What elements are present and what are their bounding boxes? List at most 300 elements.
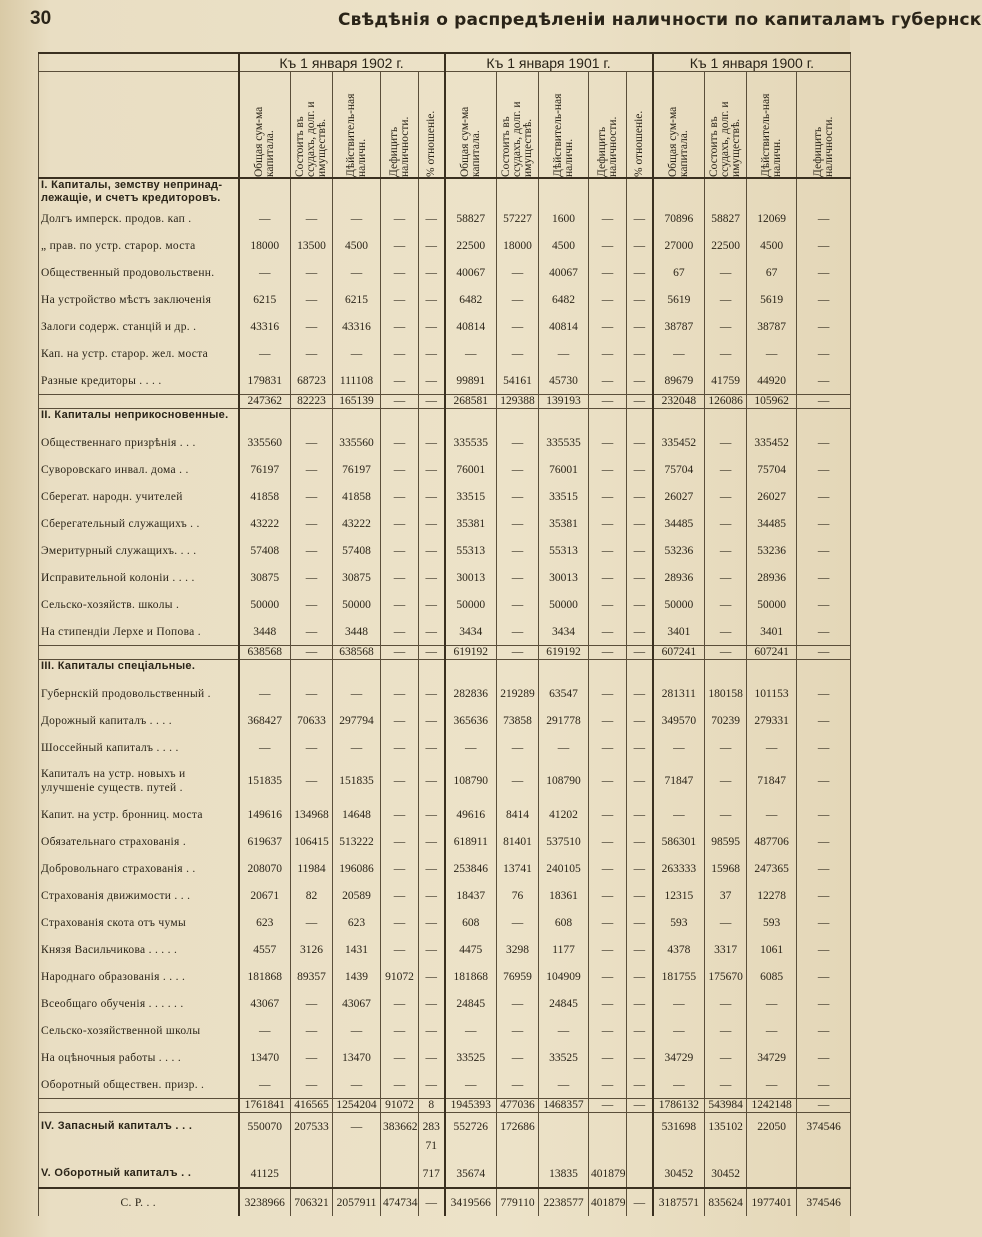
value-cell: — bbox=[589, 395, 627, 409]
label-subheader bbox=[39, 72, 239, 179]
value-cell: — bbox=[589, 286, 627, 313]
value-cell: — bbox=[497, 1017, 539, 1044]
value-cell: 172686 bbox=[497, 1113, 539, 1141]
value-cell: — bbox=[797, 734, 851, 761]
value-cell: — bbox=[589, 963, 627, 990]
value-cell: 175670 bbox=[705, 963, 747, 990]
value-cell: 76001 bbox=[539, 456, 589, 483]
value-cell: 139193 bbox=[539, 395, 589, 409]
value-cell: 30875 bbox=[239, 564, 291, 591]
value-cell: — bbox=[239, 259, 291, 286]
value-cell: — bbox=[797, 429, 851, 456]
section-title: II. Капиталы неприкосновенные. bbox=[39, 409, 239, 430]
value-cell: 13741 bbox=[497, 855, 539, 882]
empty-cell bbox=[497, 409, 539, 430]
value-cell: 68723 bbox=[291, 367, 333, 395]
value-cell: — bbox=[797, 801, 851, 828]
value-cell: — bbox=[497, 990, 539, 1017]
value-cell: 50000 bbox=[653, 591, 705, 618]
value-cell: 40067 bbox=[539, 259, 589, 286]
value-cell: — bbox=[419, 591, 445, 618]
row-label: Эмеритурный служащихъ. . . . bbox=[39, 537, 239, 564]
row-label: Общественнаго призрѣнія . . . bbox=[39, 429, 239, 456]
value-cell: — bbox=[589, 510, 627, 537]
value-cell: 26027 bbox=[653, 483, 705, 510]
value-cell: — bbox=[419, 680, 445, 707]
value-cell: — bbox=[589, 1017, 627, 1044]
value-cell: 374546 bbox=[797, 1188, 851, 1216]
value-cell: 619192 bbox=[539, 646, 589, 660]
value-cell: 22500 bbox=[445, 232, 497, 259]
value-cell: 3401 bbox=[653, 618, 705, 646]
section-header-row bbox=[39, 409, 851, 430]
value-cell bbox=[497, 1160, 539, 1188]
value-cell: 240105 bbox=[539, 855, 589, 882]
value-cell: — bbox=[747, 801, 797, 828]
value-cell: 1761841 bbox=[239, 1099, 291, 1113]
value-cell: — bbox=[381, 618, 419, 646]
value-cell: — bbox=[627, 963, 653, 990]
value-cell: — bbox=[589, 205, 627, 232]
value-cell: — bbox=[627, 395, 653, 409]
value-cell: 73858 bbox=[497, 707, 539, 734]
table-row bbox=[39, 680, 851, 707]
value-cell: — bbox=[627, 882, 653, 909]
table-row bbox=[39, 618, 851, 646]
col-header-text: Дефицитъ наличности. bbox=[387, 116, 411, 177]
row-label: Кап. на устр. старор. жел. моста bbox=[39, 340, 239, 367]
value-cell: — bbox=[627, 591, 653, 618]
reserve-mid-row bbox=[39, 1140, 851, 1160]
empty-cell bbox=[445, 409, 497, 430]
table-row bbox=[39, 1071, 851, 1099]
value-cell: 593 bbox=[653, 909, 705, 936]
value-cell: — bbox=[705, 990, 747, 1017]
empty-cell bbox=[333, 178, 381, 205]
value-cell: — bbox=[445, 1071, 497, 1099]
value-cell: 40814 bbox=[539, 313, 589, 340]
value-cell: 15968 bbox=[705, 855, 747, 882]
value-cell: 106415 bbox=[291, 828, 333, 855]
value-cell: — bbox=[589, 340, 627, 367]
empty-cell bbox=[381, 409, 419, 430]
value-cell: 34729 bbox=[747, 1044, 797, 1071]
value-cell: — bbox=[627, 483, 653, 510]
value-cell: 99891 bbox=[445, 367, 497, 395]
value-cell: 18361 bbox=[539, 882, 589, 909]
value-cell: — bbox=[705, 564, 747, 591]
empty-cell bbox=[291, 1140, 333, 1160]
value-cell: 101153 bbox=[747, 680, 797, 707]
value-cell: — bbox=[705, 456, 747, 483]
empty-cell bbox=[239, 1140, 291, 1160]
value-cell: 1945393 bbox=[445, 1099, 497, 1113]
value-cell: 111108 bbox=[333, 367, 381, 395]
value-cell: — bbox=[381, 510, 419, 537]
col-header-1902-2 bbox=[333, 72, 381, 179]
value-cell: 76959 bbox=[497, 963, 539, 990]
value-cell: 50000 bbox=[239, 591, 291, 618]
empty-cell bbox=[381, 660, 419, 681]
col-header-text: Состоитъ въ ссудахъ, долг. и имуществѣ. bbox=[500, 101, 535, 177]
value-cell: — bbox=[705, 591, 747, 618]
row-label: Долгъ имперск. продов. кап . bbox=[39, 205, 239, 232]
value-cell: 13835 bbox=[539, 1160, 589, 1188]
table-row bbox=[39, 564, 851, 591]
section-header-row bbox=[39, 660, 851, 681]
value-cell: — bbox=[627, 761, 653, 801]
value-cell: 593 bbox=[747, 909, 797, 936]
value-cell: 537510 bbox=[539, 828, 589, 855]
value-cell: — bbox=[381, 259, 419, 286]
value-cell: 91072 bbox=[381, 1099, 419, 1113]
value-cell: 71847 bbox=[747, 761, 797, 801]
table-row bbox=[39, 707, 851, 734]
value-cell: — bbox=[333, 1017, 381, 1044]
empty-cell bbox=[445, 178, 497, 205]
value-cell: — bbox=[705, 286, 747, 313]
value-cell: — bbox=[797, 205, 851, 232]
value-cell: 282836 bbox=[445, 680, 497, 707]
value-cell: 41125 bbox=[239, 1160, 291, 1188]
value-cell: 179831 bbox=[239, 367, 291, 395]
row-label: На стипендіи Лерхе и Попова . bbox=[39, 618, 239, 646]
value-cell: — bbox=[381, 734, 419, 761]
value-cell: — bbox=[747, 734, 797, 761]
value-cell: — bbox=[291, 313, 333, 340]
value-cell: 35381 bbox=[445, 510, 497, 537]
value-cell: 6482 bbox=[539, 286, 589, 313]
value-cell: 247365 bbox=[747, 855, 797, 882]
value-cell: 1786132 bbox=[653, 1099, 705, 1113]
value-cell: — bbox=[589, 429, 627, 456]
value-cell: 41202 bbox=[539, 801, 589, 828]
value-cell: 3238966 bbox=[239, 1188, 291, 1216]
value-cell: 4557 bbox=[239, 936, 291, 963]
value-cell: — bbox=[589, 828, 627, 855]
value-cell: — bbox=[291, 734, 333, 761]
value-cell: 20589 bbox=[333, 882, 381, 909]
empty-cell bbox=[627, 178, 653, 205]
value-cell: 57408 bbox=[333, 537, 381, 564]
value-cell: — bbox=[419, 286, 445, 313]
empty-cell bbox=[239, 660, 291, 681]
value-cell: — bbox=[705, 646, 747, 660]
table-row bbox=[39, 801, 851, 828]
value-cell: 2238577 bbox=[539, 1188, 589, 1216]
col-header-1902-1 bbox=[291, 72, 333, 179]
table-row bbox=[39, 1017, 851, 1044]
value-cell: 1431 bbox=[333, 936, 381, 963]
value-cell: 30452 bbox=[653, 1160, 705, 1188]
value-cell: — bbox=[497, 909, 539, 936]
value-cell: 108790 bbox=[539, 761, 589, 801]
value-cell: — bbox=[419, 707, 445, 734]
table-row bbox=[39, 591, 851, 618]
col-header-1900-0 bbox=[653, 72, 705, 179]
value-cell: — bbox=[445, 1017, 497, 1044]
table-row bbox=[39, 990, 851, 1017]
value-cell: 26027 bbox=[747, 483, 797, 510]
empty-cell bbox=[627, 409, 653, 430]
table-row bbox=[39, 367, 851, 395]
col-header-1900-3 bbox=[797, 72, 851, 179]
value-cell: — bbox=[589, 313, 627, 340]
value-cell: — bbox=[589, 855, 627, 882]
value-cell: — bbox=[627, 707, 653, 734]
value-cell: — bbox=[797, 456, 851, 483]
value-cell: — bbox=[797, 680, 851, 707]
value-cell: — bbox=[419, 646, 445, 660]
value-cell: 552726 bbox=[445, 1113, 497, 1141]
empty-cell bbox=[589, 409, 627, 430]
value-cell: — bbox=[291, 909, 333, 936]
value-cell: 335535 bbox=[445, 429, 497, 456]
col-header-1901-1 bbox=[497, 72, 539, 179]
value-cell: — bbox=[589, 882, 627, 909]
value-cell: 53236 bbox=[653, 537, 705, 564]
value-cell: 43316 bbox=[333, 313, 381, 340]
value-cell: — bbox=[419, 313, 445, 340]
value-cell: — bbox=[705, 801, 747, 828]
value-cell: 4500 bbox=[539, 232, 589, 259]
col-header-text: Дѣйствитель-ная наличн. bbox=[551, 93, 575, 177]
value-cell: — bbox=[539, 1017, 589, 1044]
value-cell: — bbox=[627, 510, 653, 537]
value-cell: — bbox=[419, 1017, 445, 1044]
value-cell: — bbox=[419, 990, 445, 1017]
value-cell: — bbox=[589, 483, 627, 510]
row-label: На оцѣночныя работы . . . . bbox=[39, 1044, 239, 1071]
value-cell: — bbox=[381, 1071, 419, 1099]
value-cell: — bbox=[419, 340, 445, 367]
section-subtotal-row bbox=[39, 1099, 851, 1113]
col-header-1901-4 bbox=[627, 72, 653, 179]
value-cell: — bbox=[627, 456, 653, 483]
table-row bbox=[39, 313, 851, 340]
value-cell: 3126 bbox=[291, 936, 333, 963]
value-cell: — bbox=[419, 801, 445, 828]
empty-cell bbox=[747, 660, 797, 681]
value-cell: — bbox=[333, 205, 381, 232]
value-cell: 38787 bbox=[653, 313, 705, 340]
value-cell: 12278 bbox=[747, 882, 797, 909]
value-cell: 70896 bbox=[653, 205, 705, 232]
value-cell: 368427 bbox=[239, 707, 291, 734]
value-cell: — bbox=[291, 1071, 333, 1099]
value-cell: 608 bbox=[445, 909, 497, 936]
value-cell: — bbox=[291, 1044, 333, 1071]
value-cell: 607241 bbox=[653, 646, 705, 660]
value-cell: 24845 bbox=[539, 990, 589, 1017]
value-cell: 63547 bbox=[539, 680, 589, 707]
col-header-text: % отношеніе. bbox=[632, 110, 645, 177]
value-cell: 44920 bbox=[747, 367, 797, 395]
value-cell: 134968 bbox=[291, 801, 333, 828]
empty-cell bbox=[239, 178, 291, 205]
value-cell bbox=[747, 1160, 797, 1188]
empty-cell bbox=[497, 178, 539, 205]
value-cell bbox=[627, 1160, 653, 1188]
value-cell: — bbox=[797, 707, 851, 734]
row-label: Исправительной колоніи . . . . bbox=[39, 564, 239, 591]
value-cell: — bbox=[497, 313, 539, 340]
value-cell: 75704 bbox=[747, 456, 797, 483]
value-cell: — bbox=[797, 510, 851, 537]
row-label: Капиталъ на устр. новыхъ и улучшеніе существ. путей . bbox=[39, 761, 239, 801]
empty-cell bbox=[797, 409, 851, 430]
value-cell: 3401 bbox=[747, 618, 797, 646]
row-label: Сельско-хозяйств. школы . bbox=[39, 591, 239, 618]
value-cell: 43067 bbox=[239, 990, 291, 1017]
capital-table-wrapper bbox=[38, 52, 850, 1209]
value-cell: — bbox=[627, 537, 653, 564]
value-cell: — bbox=[239, 1017, 291, 1044]
value-cell: 49616 bbox=[445, 801, 497, 828]
value-cell: — bbox=[797, 1099, 851, 1113]
value-cell: 6215 bbox=[333, 286, 381, 313]
value-cell: — bbox=[381, 340, 419, 367]
value-cell: 33525 bbox=[445, 1044, 497, 1071]
value-cell: 76197 bbox=[333, 456, 381, 483]
value-cell: 2057911 bbox=[333, 1188, 381, 1216]
empty-cell bbox=[291, 660, 333, 681]
row-label: Оборотный обществен. призр. . bbox=[39, 1071, 239, 1099]
value-cell: 335560 bbox=[239, 429, 291, 456]
value-cell: — bbox=[589, 259, 627, 286]
value-cell: — bbox=[705, 429, 747, 456]
value-cell: — bbox=[381, 286, 419, 313]
empty-cell bbox=[589, 1140, 627, 1160]
value-cell: 37 bbox=[705, 882, 747, 909]
row-label: Залоги содерж. станцій и др. . bbox=[39, 313, 239, 340]
value-cell: 18437 bbox=[445, 882, 497, 909]
value-cell: 50000 bbox=[747, 591, 797, 618]
value-cell: — bbox=[589, 646, 627, 660]
value-cell: — bbox=[705, 1017, 747, 1044]
col-header-text: Дефицитъ наличности. bbox=[811, 116, 835, 177]
value-cell: 58827 bbox=[445, 205, 497, 232]
value-cell: 416565 bbox=[291, 1099, 333, 1113]
value-cell: 706321 bbox=[291, 1188, 333, 1216]
value-cell: 27000 bbox=[653, 232, 705, 259]
value-cell: 335535 bbox=[539, 429, 589, 456]
table-row bbox=[39, 1044, 851, 1071]
empty-cell bbox=[797, 660, 851, 681]
value-cell: — bbox=[381, 483, 419, 510]
empty-cell bbox=[653, 660, 705, 681]
value-cell: 28936 bbox=[747, 564, 797, 591]
value-cell: — bbox=[419, 510, 445, 537]
row-label: Всеобщаго обученія . . . . . . bbox=[39, 990, 239, 1017]
value-cell: — bbox=[797, 963, 851, 990]
value-cell: — bbox=[291, 761, 333, 801]
value-cell: 1242148 bbox=[747, 1099, 797, 1113]
value-cell: 149616 bbox=[239, 801, 291, 828]
value-cell: — bbox=[797, 340, 851, 367]
value-cell: — bbox=[627, 205, 653, 232]
value-cell: — bbox=[797, 828, 851, 855]
value-cell: 219289 bbox=[497, 680, 539, 707]
value-cell: 45730 bbox=[539, 367, 589, 395]
empty-cell bbox=[497, 1140, 539, 1160]
value-cell: — bbox=[419, 828, 445, 855]
value-cell: — bbox=[291, 510, 333, 537]
value-cell: 196086 bbox=[333, 855, 381, 882]
empty-cell bbox=[539, 409, 589, 430]
value-cell: — bbox=[589, 734, 627, 761]
table-row bbox=[39, 963, 851, 990]
value-cell: 8 bbox=[419, 1099, 445, 1113]
grand-total-row bbox=[39, 1188, 851, 1216]
value-cell: 34485 bbox=[747, 510, 797, 537]
year-header-1902: Къ 1 января 1902 г. bbox=[239, 53, 445, 72]
value-cell: 3448 bbox=[239, 618, 291, 646]
col-header-1900-1 bbox=[705, 72, 747, 179]
value-cell: 13500 bbox=[291, 232, 333, 259]
value-cell: 135102 bbox=[705, 1113, 747, 1141]
value-cell: 253846 bbox=[445, 855, 497, 882]
value-cell: — bbox=[705, 537, 747, 564]
empty-cell bbox=[381, 1140, 419, 1160]
value-cell: 268581 bbox=[445, 395, 497, 409]
value-cell: — bbox=[589, 801, 627, 828]
value-cell: 3434 bbox=[539, 618, 589, 646]
value-cell: 247362 bbox=[239, 395, 291, 409]
value-cell: — bbox=[797, 591, 851, 618]
empty-cell bbox=[747, 409, 797, 430]
value-cell: — bbox=[381, 882, 419, 909]
value-cell: — bbox=[497, 734, 539, 761]
value-cell: — bbox=[419, 1044, 445, 1071]
empty-cell bbox=[39, 1140, 239, 1160]
page-title: Свѣдѣнія о распредѣленіи наличности по капиталамъ губернск bbox=[338, 10, 982, 30]
value-cell: — bbox=[381, 680, 419, 707]
value-cell: 82 bbox=[291, 882, 333, 909]
value-cell: 13470 bbox=[333, 1044, 381, 1071]
value-cell: — bbox=[239, 680, 291, 707]
empty-cell bbox=[747, 1140, 797, 1160]
col-header-text: Дѣйствитель-ная наличн. bbox=[344, 93, 368, 177]
value-cell: — bbox=[627, 646, 653, 660]
empty-cell bbox=[627, 660, 653, 681]
value-cell: — bbox=[627, 259, 653, 286]
value-cell: — bbox=[381, 1017, 419, 1044]
value-cell: — bbox=[239, 734, 291, 761]
value-cell: — bbox=[705, 761, 747, 801]
value-cell: — bbox=[797, 990, 851, 1017]
value-cell: — bbox=[589, 990, 627, 1017]
value-cell: 53236 bbox=[747, 537, 797, 564]
value-cell: 401879 bbox=[589, 1188, 627, 1216]
value-cell: — bbox=[627, 232, 653, 259]
value-cell: — bbox=[497, 456, 539, 483]
value-cell: — bbox=[497, 340, 539, 367]
value-cell: — bbox=[627, 990, 653, 1017]
table-row bbox=[39, 855, 851, 882]
value-cell: — bbox=[381, 232, 419, 259]
value-cell: 3434 bbox=[445, 618, 497, 646]
row-label: „ прав. по устр. старор. моста bbox=[39, 232, 239, 259]
value-cell: — bbox=[797, 313, 851, 340]
capital-table bbox=[38, 52, 851, 1216]
row-label: Князя Васильчикова . . . . . bbox=[39, 936, 239, 963]
value-cell: — bbox=[419, 761, 445, 801]
value-cell: — bbox=[797, 537, 851, 564]
value-cell: — bbox=[381, 591, 419, 618]
empty-cell bbox=[653, 1140, 705, 1160]
empty-cell bbox=[627, 1140, 653, 1160]
